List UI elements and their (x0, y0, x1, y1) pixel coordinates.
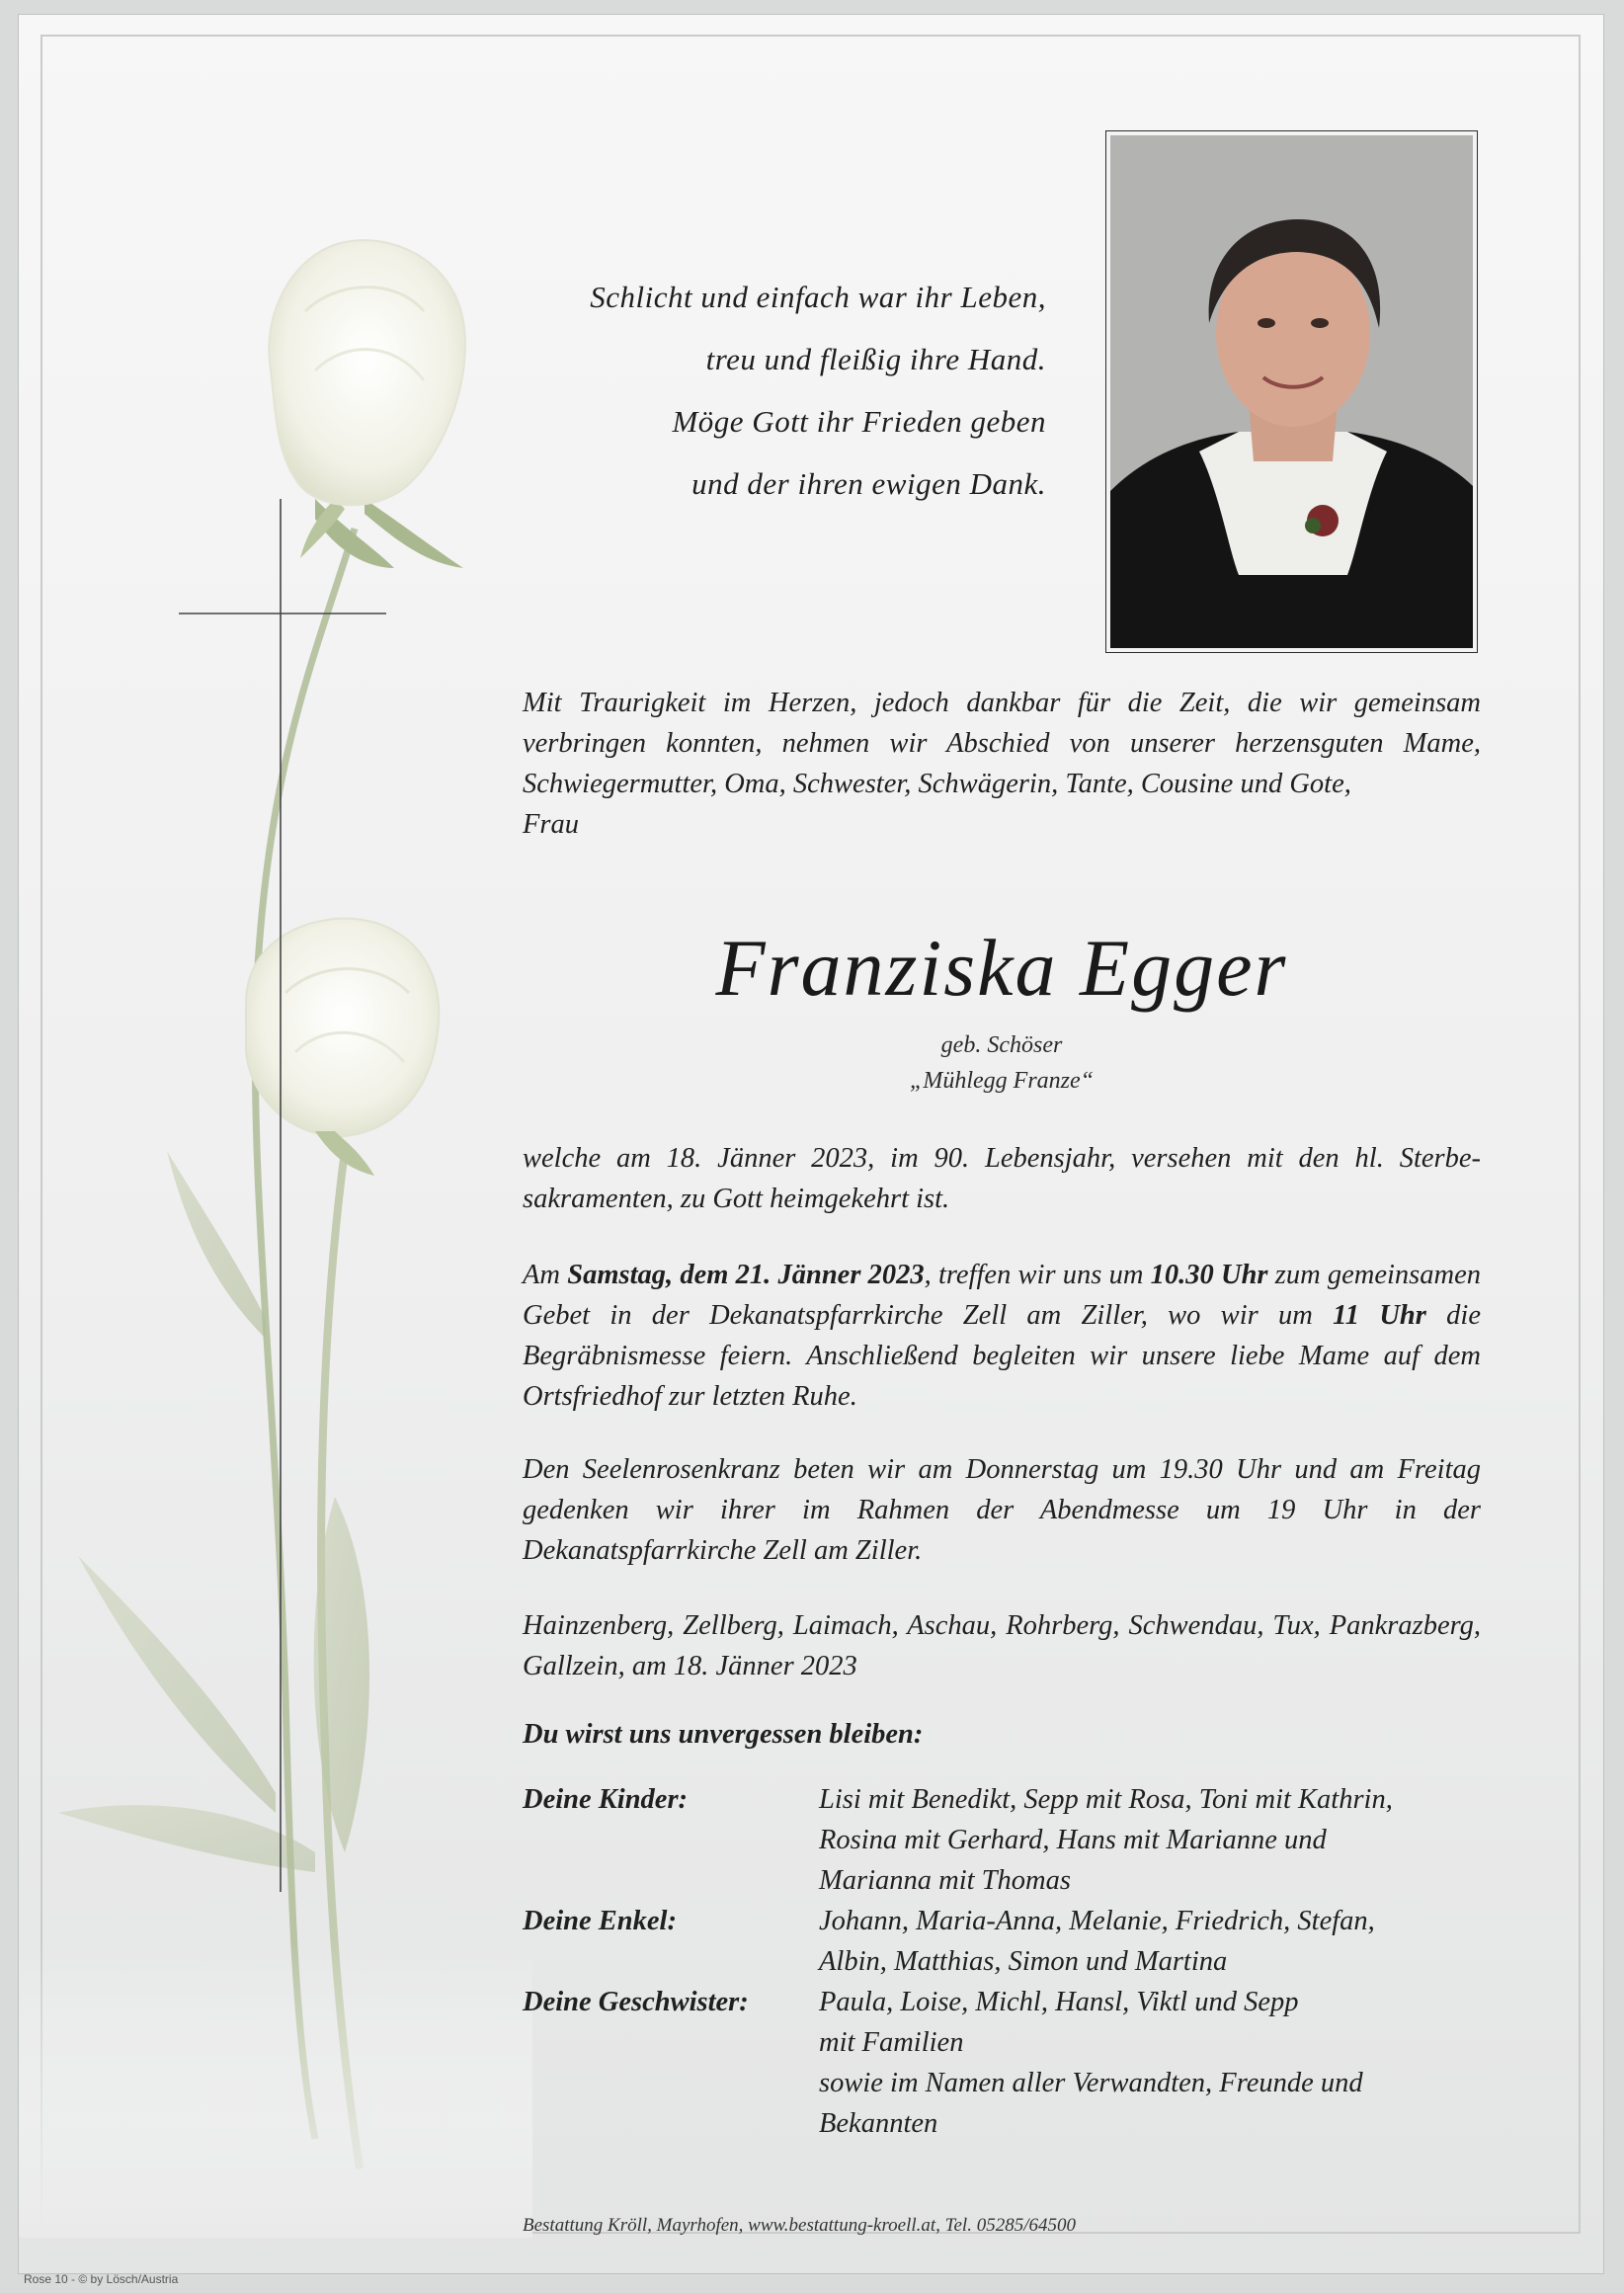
deceased-name: Franziska Egger (715, 923, 1288, 1013)
portrait-image (1110, 135, 1473, 648)
family-row-siblings: Deine Geschwister: Paula, Loise, Michl, Hansl, Viktl und Sepp mit Familien sowie im Namen aller Verwandten, Freunde und Bekannten (523, 1987, 1363, 2139)
family-row-children: Deine Kinder: Lisi mit Benedikt, Sepp mit Rosa, Toni mit Kathrin, Rosina mit Gerhard, Hans mit Marianne und Marianna mit Thomas (523, 1784, 1393, 1896)
nickname: „Mühlegg Franze“ (910, 1068, 1094, 1094)
rosary-info: Den Seelenrosenkranz beten wir am Donnerstag um 19.30 Uhr und am Freitag gedenken wir ihrer im Rahmen der Abendmesse um 19 Uhr in der Dekanatspfarrkirche Zell am Ziller. (523, 1454, 1481, 1566)
portrait-photo (1105, 130, 1478, 653)
birth-name: geb. Schöser (940, 1032, 1063, 1058)
intro-text: Mit Traurigkeit im Herzen, jedoch dankbar für die Zeit, die wir gemeinsam verbringen konnten, nehmen wir Abschied von unserer herzensguten Mame, Schwiegermutter, Oma, Schwester, Schwägerin, Tante, Cousine und Gote, Frau (523, 688, 1481, 840)
death-notice: welche am 18. Jänner 2023, im 90. Lebensjahr, versehen mit den hl. Sterbesakramenten, zu Gott heimgekehrt ist. (523, 1143, 1481, 1214)
poem-line: Möge Gott ihr Frieden geben (672, 404, 1046, 439)
poem-line: Schlicht und einfach war ihr Leben, (590, 280, 1046, 314)
place-date: Hainzenberg, Zellberg, Laimach, Aschau, Rohrberg, Schwendau, Tux, Pankrazberg, Gallzein, am 18. Jänner 2023 (523, 1610, 1481, 1681)
funeral-info: Am Samstag, dem 21. Jänner 2023, treffen wir uns um 10.30 Uhr zum gemeinsamen Gebet in der Dekanatspfarrkirche Zell am Ziller, wo wir um 11 Uhr die Begräbnismesse feiern. Anschließend begleiten wir unsere liebe Mame auf dem Ortsfriedhof zur letzten Ruhe. (523, 1260, 1481, 1412)
unforgotten-heading: Du wirst uns unvergessen bleiben: (523, 1719, 924, 1750)
funeral-home-footer: Bestattung Kröll, Mayrhofen, www.bestattung-kroell.at, Tel. 05285/64500 (523, 2215, 1076, 2236)
poem-line: und der ihren ewigen Dank. (691, 466, 1046, 501)
copyright-note: Rose 10 - © by Lösch/Austria (24, 2272, 179, 2286)
poem (434, 266, 1046, 515)
family-list (523, 1779, 1501, 2144)
obituary-page (18, 14, 1604, 2274)
poem-line: treu und fleißig ihre Hand. (705, 342, 1046, 376)
family-row-grandchildren: Deine Enkel: Johann, Maria-Anna, Melanie, Friedrich, Stefan, Albin, Matthias, Simon und Martina (523, 1906, 1375, 1977)
